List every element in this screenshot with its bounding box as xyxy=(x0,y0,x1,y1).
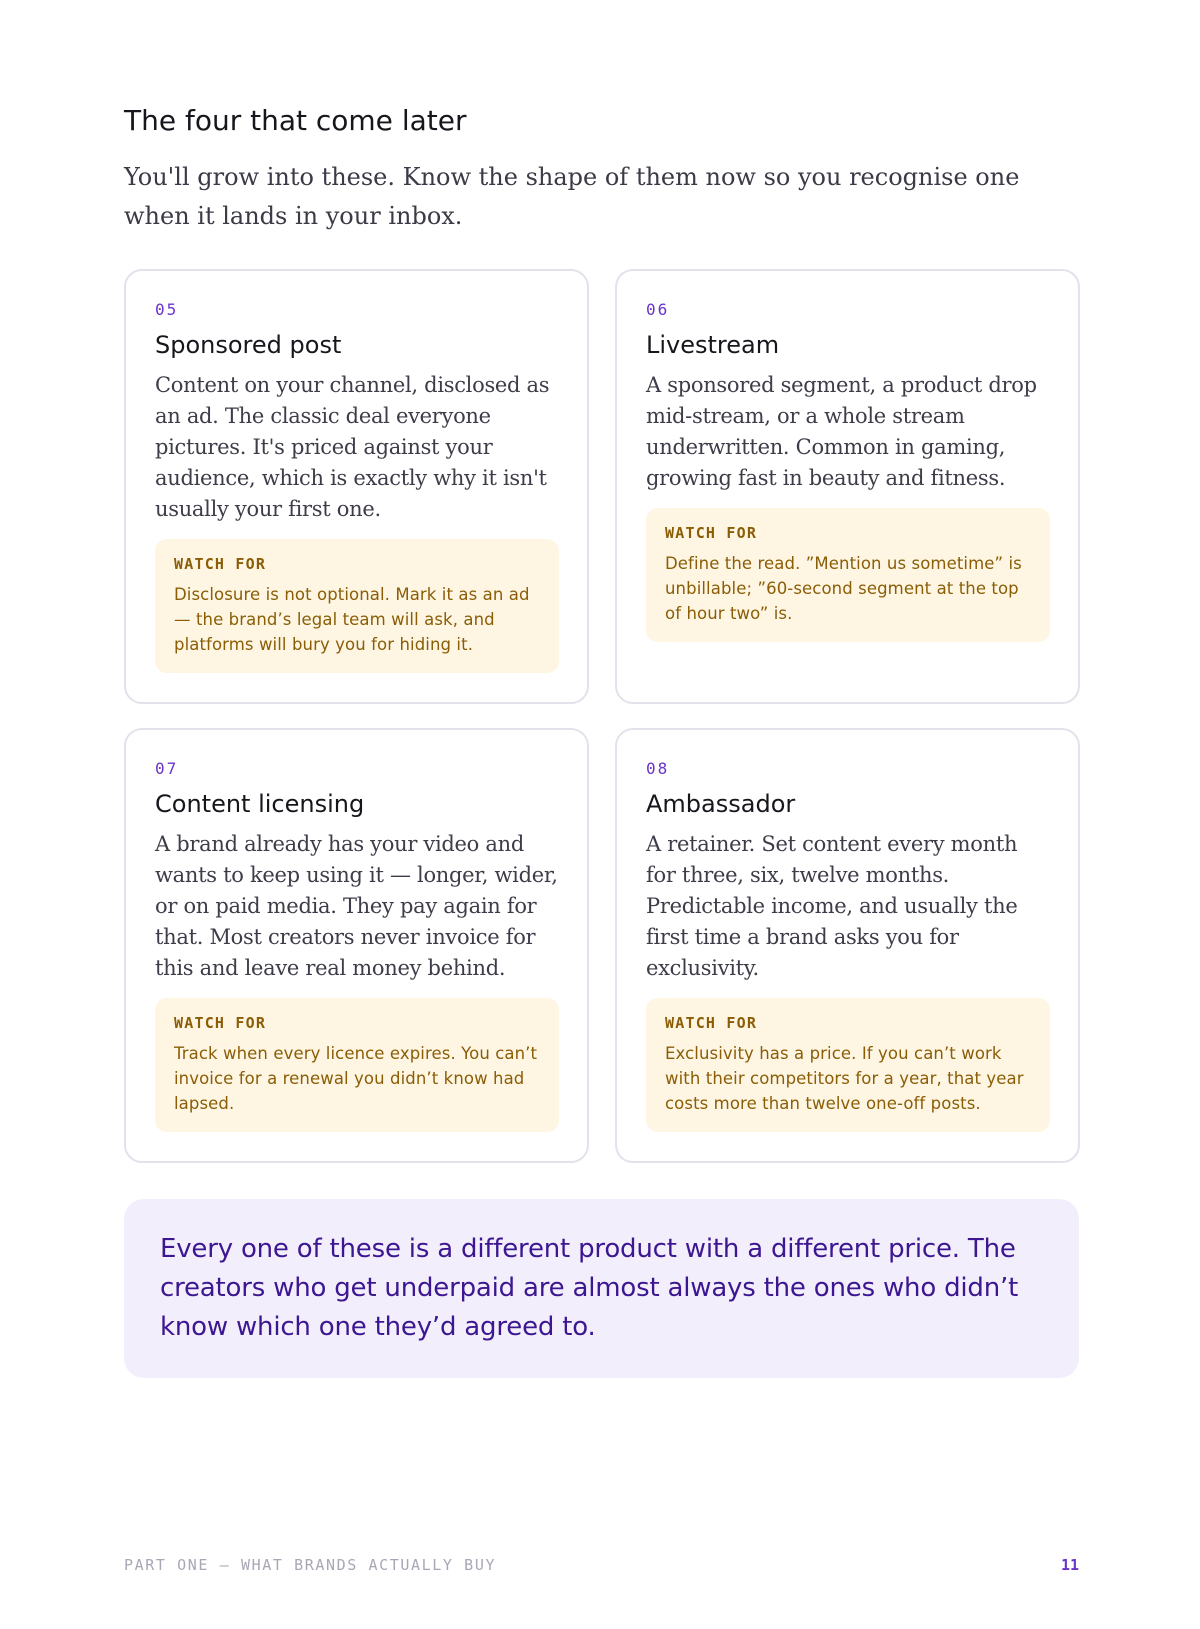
watch-for-text: Define the read. ”Mention us sometime” is unbillable; ”60-second segment at the top of hour two” is. xyxy=(665,554,1022,623)
card-number: 06 xyxy=(646,300,670,319)
callout-text: Every one of these is a different product with a different price. The creators who get underpaid are almost always the ones who didn’t know which one they’d agreed to. xyxy=(160,1234,1019,1342)
card-title: Livestream xyxy=(646,331,780,359)
deal-card-content-licensing xyxy=(124,728,589,1163)
watch-for-text: Disclosure is not optional. Mark it as an ad — the brand’s legal team will ask, and platforms will bury you for hiding it. xyxy=(174,585,530,654)
card-description: A retainer. Set content every month for three, six, twelve months. Predictable income, and usually the first time a brand asks you for exclusivity. xyxy=(646,832,1018,980)
deal-card-sponsored-post xyxy=(124,269,589,704)
watch-for-box xyxy=(155,998,559,1132)
watch-for-label: WATCH FOR xyxy=(174,1014,267,1032)
deal-card-livestream xyxy=(615,269,1080,704)
card-number: 08 xyxy=(646,759,670,778)
watch-for-label: WATCH FOR xyxy=(665,524,758,542)
summary-callout xyxy=(124,1199,1079,1378)
section-heading: The four that come later xyxy=(124,104,467,137)
card-number: 05 xyxy=(155,300,179,319)
footer-section-label: PART ONE — WHAT BRANDS ACTUALLY BUY xyxy=(124,1556,497,1574)
watch-for-box xyxy=(646,998,1050,1132)
page-number: 11 xyxy=(1060,1556,1079,1574)
card-description: Content on your channel, disclosed as an ad. The classic deal everyone pictures. It's priced against your audience, which is exactly why it isn't usually your first one. xyxy=(155,373,550,521)
watch-for-text: Exclusivity has a price. If you can’t work with their competitors for a year, that year costs more than twelve one-off posts. xyxy=(665,1044,1024,1113)
watch-for-text: Track when every licence expires. You can’t invoice for a renewal you didn’t know had lapsed. xyxy=(174,1044,538,1113)
watch-for-label: WATCH FOR xyxy=(174,555,267,573)
card-description: A sponsored segment, a product drop mid-stream, or a whole stream underwritten. Common in gaming, growing fast in beauty and fitness. xyxy=(646,373,1037,490)
card-title: Sponsored post xyxy=(155,331,342,359)
watch-for-label: WATCH FOR xyxy=(665,1014,758,1032)
card-number: 07 xyxy=(155,759,179,778)
card-description: A brand already has your video and wants to keep using it — longer, wider, or on paid media. They pay again for that. Most creators never invoice for this and leave real money behind. xyxy=(155,832,558,980)
intro-paragraph: You'll grow into these. Know the shape of them now so you recognise one when it lands in your inbox. xyxy=(124,163,1020,230)
watch-for-box xyxy=(646,508,1050,642)
card-title: Ambassador xyxy=(646,790,796,818)
watch-for-box xyxy=(155,539,559,673)
card-title: Content licensing xyxy=(155,790,365,818)
deal-card-ambassador xyxy=(615,728,1080,1163)
